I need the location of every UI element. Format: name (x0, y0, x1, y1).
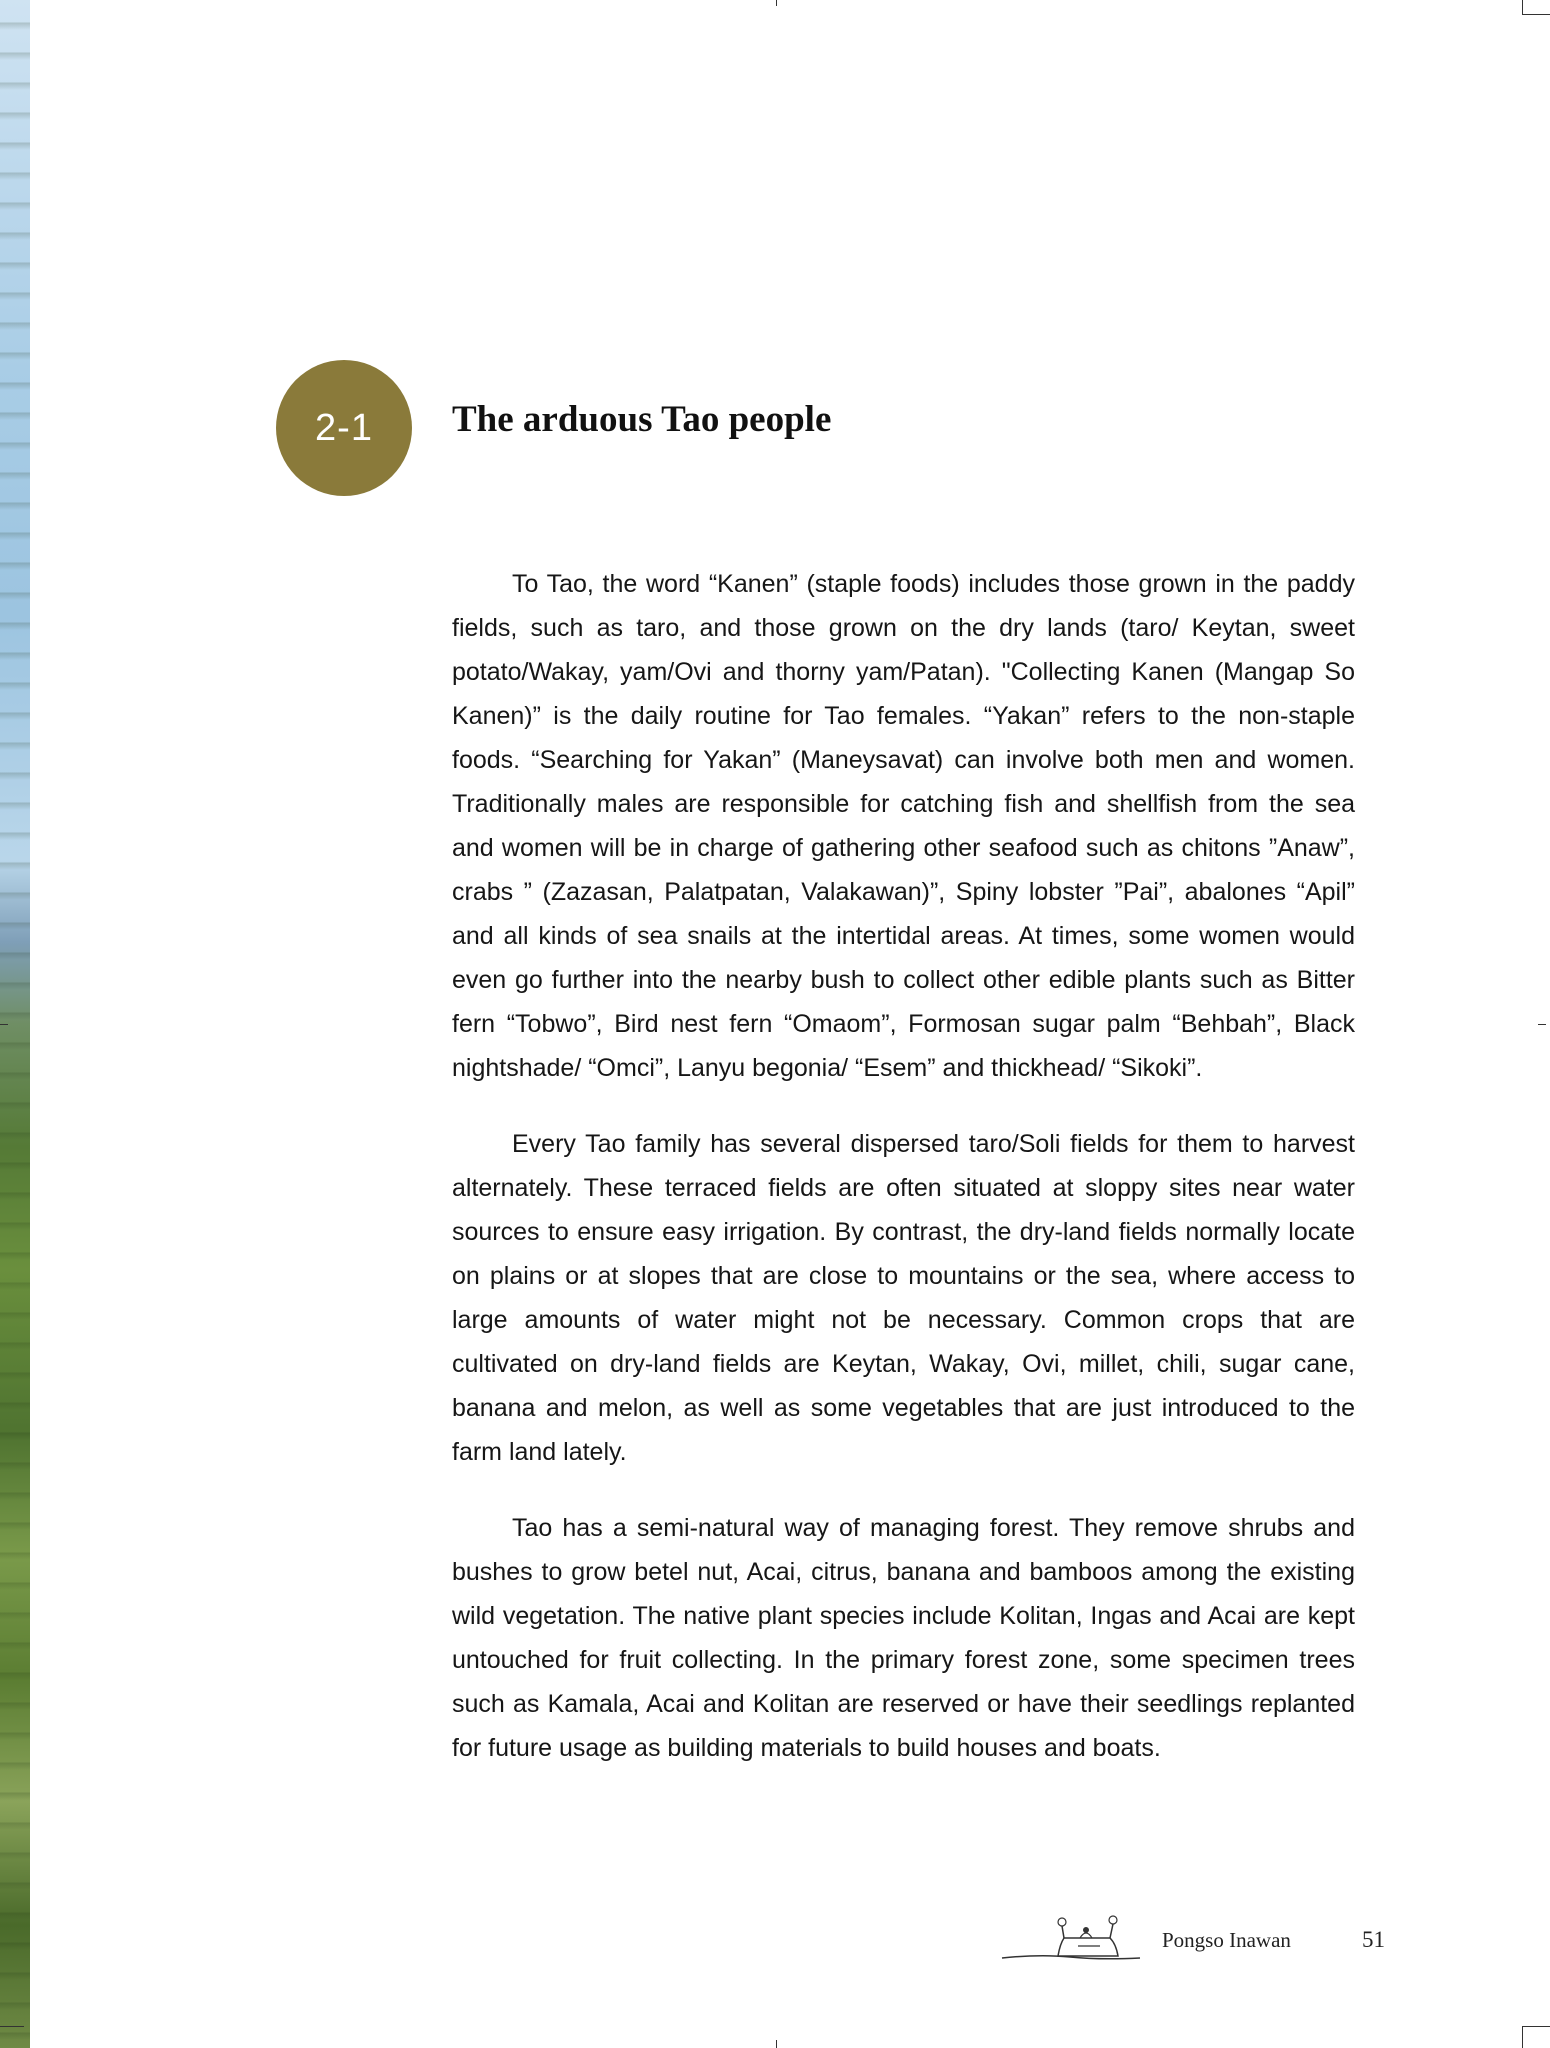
book-title: Pongso Inawan (1162, 1928, 1291, 1952)
crop-mark (1522, 14, 1550, 15)
crop-mark (1522, 2026, 1550, 2027)
body-text (452, 562, 1355, 1802)
paragraph: Every Tao family has several dispersed taro/Soli fields for them to harvest alternately. These terraced fields are often situated at sloppy sites near water sources to ensure easy irrigation. By contrast, the dry-land fields normally locate on plains or at slopes that are close to mountains or the sea, where access to large amounts of water might not be necessary. Common crops that are cultivated on dry-land fields are Keytan, Wakay, Ovi, millet, chili, sugar cane, banana and melon, as well as some vegetables that are just introduced to the farm land lately. (452, 1130, 1355, 1466)
page-footer (1000, 1908, 1400, 1968)
section-number-badge (276, 360, 412, 496)
crop-mark (0, 1024, 8, 1025)
paragraph: Tao has a semi-natural way of managing forest. They remove shrubs and bushes to grow betel nut, Acai, citrus, banana and bamboos among the existing wild vegetation. The native plant species include Kolitan, Ingas and Acai are kept untouched for fruit collecting. In the primary forest zone, some specimen trees such as Kamala, Acai and Kolitan are reserved or have their seedlings replanted for future usage as building materials to build houses and boats. (452, 1514, 1355, 1762)
crop-mark (776, 0, 777, 6)
section-number: 2-1 (315, 406, 373, 449)
crop-mark (776, 2040, 777, 2048)
page-number: 51 (1362, 1927, 1385, 1952)
crop-mark (1538, 1024, 1546, 1025)
crop-mark (1522, 2026, 1523, 2048)
boat-icon (1000, 1908, 1150, 1968)
crop-mark (1522, 0, 1523, 14)
paragraph: To Tao, the word “Kanen” (staple foods) includes those grown in the paddy fields, such as taro, and those grown on the dry lands (taro/ Keytan, sweet potato/Wakay, yam/Ovi and thorny yam/Patan). "Collecting Kanen (Mangap So Kanen)” is the daily routine for Tao females. “Yakan” refers to the non-staple foods. “Searching for Yakan” (Maneysavat) can involve both men and women. Traditionally males are responsible for catching fish and shellfish from the sea and women will be in charge of gathering other seafood such as chitons ”Anaw”, crabs ” (Zazasan, Palatpatan, Valakawan)”, Spiny lobster ”Pai”, abalones “Apil” and all kinds of sea snails at the intertidal areas. At times, some women would even go further into the nearby bush to collect other edible plants such as Bitter fern “Tobwo”, Bird nest fern “Omaom”, Formosan sugar palm “Behbah”, Black nightshade/ “Omci”, Lanyu begonia/ “Esem” and thickhead/ “Sikoki”. (452, 570, 1355, 1082)
section-title: The arduous Tao people (452, 399, 832, 440)
crop-mark (0, 2026, 24, 2027)
